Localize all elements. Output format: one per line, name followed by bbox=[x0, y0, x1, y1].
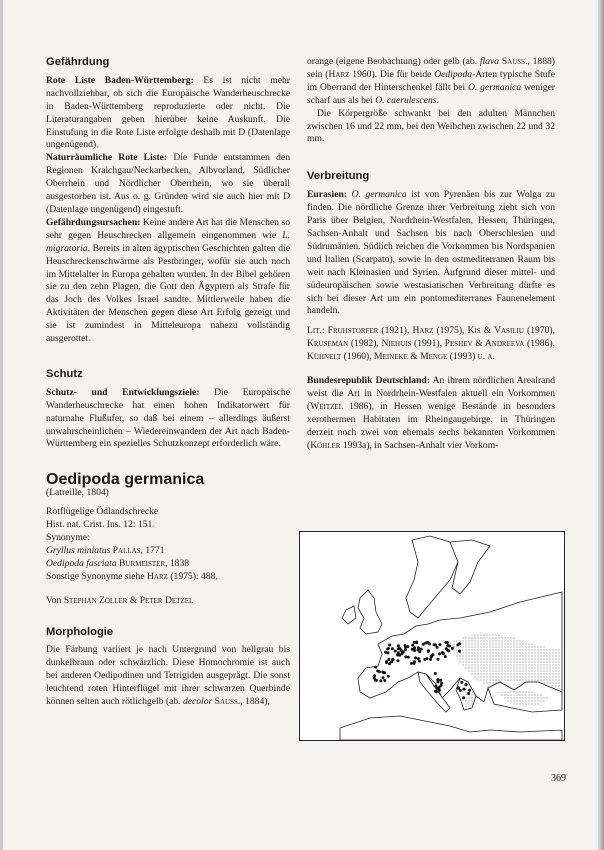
map-britain bbox=[358, 590, 382, 634]
text-naturraum: Die Funde entstammen den Regionen Kraichgau/Neckarbecken, Albvorland, Südlicher Oberrhein und Nördlicher Oberrhein, wo sie überall ausgestorben ist. Aus o. g. Gründen wird sie auch hier mit D (Datenlage ungenügend) eingestuft. bbox=[46, 152, 291, 215]
paragraph-schutz bbox=[46, 387, 290, 452]
occurrence-dot bbox=[446, 641, 449, 644]
distribution-map bbox=[299, 531, 565, 741]
synonym-3-text-2: (1975): 488. bbox=[167, 570, 218, 582]
occurrence-dot bbox=[387, 647, 390, 650]
occurrence-dot bbox=[415, 641, 418, 644]
occurrence-dot bbox=[373, 674, 376, 677]
synonym-1-name: Gryllus miniatus bbox=[46, 544, 111, 556]
occurrence-dot bbox=[438, 686, 441, 689]
occurrence-dot bbox=[460, 681, 463, 684]
text-brd-1: An ihrem nördlichen Arealrand weist die Art in Nordrhein-Westfalen aktuell ein Vorkommen ( bbox=[307, 375, 556, 412]
occurrence-dot bbox=[438, 652, 441, 655]
occurrence-dot bbox=[430, 655, 433, 658]
synonym-2-author: Burmeister, 1838 bbox=[116, 557, 190, 569]
authors-prefix: Von bbox=[46, 594, 64, 606]
text-brd-2: 1986), in Hessen wenige Bestände in besonders xerothermen Habitaten im Rheingaugebirge, in Thüringen derzeit noch zwei von ehemals sechs bekannten Vorkommen ( bbox=[307, 400, 555, 451]
author-2: Peter Detzel bbox=[139, 594, 194, 606]
paragraph-brd bbox=[307, 375, 555, 452]
occurrence-dot bbox=[468, 689, 471, 692]
occurrence-dot bbox=[412, 648, 415, 651]
occurrence-dot bbox=[375, 679, 378, 682]
occurrence-dot bbox=[426, 657, 429, 660]
paragraph-rote-liste bbox=[46, 75, 290, 152]
occurrence-dot bbox=[387, 675, 390, 678]
text-brd-3: 1993a), in Sachsen-Anhalt vier Vorkom- bbox=[340, 439, 499, 451]
author-1: Stephan Zöller bbox=[63, 594, 128, 606]
occurrence-dot bbox=[458, 642, 461, 645]
r-text-5: weniger scharf aus als bei bbox=[307, 81, 555, 106]
text-eurasien: ist von Pyrenäen bis zur Wolga zu finden. Die nördliche Grenze ihrer Verbreitung zieht sich von Paris über Belgien, Nordrhein-Westfalen, Hessen, Thüringen, Sachsen-Anhalt und Sachsen bis nach Oberschlesien und Südrumänien. Südlich reichen die Vorkommen bis Nordspanien und Italien (Scarpato), sowie in den ostmediterranen Raum bis weit nach Kleinasien und Syrien. Aufgrund dieser mittel- und südeuropäischen sowie westasiatischen Verbreitung dürfte es sich bei dieser Art um ein pontomediterranes Faunenelement handeln. bbox=[307, 189, 556, 317]
occurrence-dot bbox=[418, 650, 421, 653]
occurrence-dot bbox=[398, 647, 401, 650]
occurrence-dot bbox=[457, 687, 460, 690]
occurrence-dot bbox=[467, 692, 470, 695]
paragraph-koerpergroesse: Die Körpergröße schwankt bei den adulten Männchen zwischen 16 und 22 mm, bei den Weibchen zwischen 22 und 32 mm. bbox=[307, 107, 555, 145]
right-column bbox=[307, 56, 555, 452]
label-ursachen: Gefährdungsursachen: bbox=[46, 216, 141, 228]
italic-o-caerulescens: O. caerulescens bbox=[375, 94, 437, 106]
r-text-1: orange (eigene Beobachtung) oder gelb (ab. bbox=[307, 56, 480, 67]
r-text-2: , 1888) sein ( bbox=[307, 56, 556, 80]
synonym-2 bbox=[46, 558, 290, 571]
occurrence-dot bbox=[433, 643, 436, 646]
occurrence-dot bbox=[427, 650, 430, 653]
occurrence-dot bbox=[397, 651, 400, 654]
occurrence-dot bbox=[435, 690, 438, 693]
occurrence-dot bbox=[383, 671, 386, 674]
r-text-3: 1960). Die für beide bbox=[349, 68, 435, 80]
occurrence-dot bbox=[420, 648, 423, 651]
species-title: Oedipoda germanica bbox=[46, 471, 205, 489]
occurrence-dot bbox=[411, 644, 414, 647]
occurrence-dot bbox=[383, 679, 386, 682]
occurrence-dot bbox=[458, 650, 461, 653]
occurrence-dot bbox=[410, 662, 413, 665]
r-text-4: -Arten typische Stufe im Oberrand der Hinterschenkel fällt bei bbox=[307, 68, 555, 93]
occurrence-dot bbox=[436, 678, 439, 681]
occurrence-dot bbox=[374, 666, 377, 669]
occurrence-dot bbox=[439, 679, 442, 682]
paragraph-naturraum bbox=[46, 152, 290, 217]
occurrence-dot bbox=[384, 651, 387, 654]
map-north-africa bbox=[340, 716, 562, 740]
page-number: 369 bbox=[551, 773, 566, 784]
author-sauss-morph: Sauss. bbox=[212, 696, 241, 708]
synonym-1 bbox=[46, 545, 290, 558]
label-eurasien: Eurasien: bbox=[307, 189, 347, 201]
occurrence-dot bbox=[388, 644, 391, 647]
occurrence-dot bbox=[394, 650, 397, 653]
page-edge-shadow bbox=[598, 0, 604, 850]
occurrence-dot bbox=[402, 651, 405, 654]
occurrence-dot bbox=[406, 645, 409, 648]
italic-decolor: decolor bbox=[182, 696, 213, 708]
common-name: Rotflügelige Ödlandschrecke bbox=[46, 506, 159, 518]
label-brd: Bundesrepublik Deutschland: bbox=[307, 375, 430, 387]
synonym-2-name: Oedipoda fasciata bbox=[46, 557, 117, 569]
occurrence-dot bbox=[391, 647, 394, 650]
author-koehler: Köhler bbox=[310, 439, 341, 451]
binding-shadow bbox=[0, 0, 3, 850]
map-ireland bbox=[342, 606, 356, 624]
occurrence-dot bbox=[385, 661, 388, 664]
occurrence-dot bbox=[444, 655, 447, 658]
paragraph-literature: Lit.: Fruhstorfer (1921), Harz (1975), Kis & Vasiliu (1970), Kruseman (1982), Niehuis (1991), Peshev & Andreeva (1986), Kühnelt (1960), Meineke & Menge (1993) u. a. bbox=[307, 325, 555, 363]
occurrence-dot bbox=[437, 658, 440, 661]
text-ursachen-2: . Bereits in alten ägyptischen Geschichten galten die Heuschreckenschwärme als Pestbringer, wofür sie auch noch im Mittelalter in Europa gehalten wurden. In der Bibel gehören sie zu den zehn Plagen, die Gott den Ägyptern als Strafe für das Joch des Volkes Israel sandte. Mittlerweile haben die Aktivitäten der Menschen gegen diese Art Erfolg gezeigt und sie ist zumindest in Mitteleuropa nahezu vollständig ausgerottet. bbox=[46, 242, 290, 345]
occurrence-dot bbox=[440, 682, 443, 685]
occurrence-dot bbox=[382, 676, 385, 679]
occurrence-dot bbox=[435, 685, 438, 688]
paragraph-ursachen bbox=[46, 217, 290, 346]
occurrence-dot bbox=[376, 669, 379, 672]
occurrence-dot bbox=[447, 649, 450, 652]
europe-map-svg bbox=[300, 532, 564, 740]
heading-verbreitung: Verbreitung bbox=[307, 170, 370, 183]
left-column bbox=[46, 56, 290, 709]
synonyme-label: Synonyme: bbox=[46, 532, 90, 543]
author-harz: Harz bbox=[328, 68, 350, 80]
occurrence-dot bbox=[404, 648, 407, 651]
heading-gefaehrdung: Gefährdung bbox=[46, 56, 110, 68]
text-rote-liste: Es ist nicht mehr nachvollziehbar, ob sich die Europäische Wanderheuschrecke in Baden-Württemberg reproduzierte oder nicht. Die Literaturangaben geben hierüber keine Auskunft. Die Einstufung in die Rote Liste erfolgte deshalb mit D (Datenlage ungenügend). bbox=[46, 74, 290, 151]
text-ursachen-1: Keine andere Art hat die Menschen so sehr gegen Heuschrecken allgemein eingenommen wie bbox=[46, 216, 290, 241]
italic-o-germanica: O. germanica bbox=[468, 81, 522, 93]
occurrence-dot bbox=[429, 658, 432, 661]
synonym-1-author: Pallas, 1771 bbox=[110, 544, 165, 556]
occurrence-dot bbox=[439, 643, 442, 646]
text-schutz: Die Europäische Wanderheuschrecke hat einen hohen Indikatorwert für naturnahe Flußufer, so daß bei einem – allerdings äußerst unwahrscheinlichen – Wiedereinwandern der Art nach Baden-Württemberg ein spezielles Schutzkonzept erforderlich wäre. bbox=[46, 386, 290, 450]
authors-and: & bbox=[127, 594, 140, 606]
occurrence-dot bbox=[414, 656, 417, 659]
label-naturraum: Naturräumliche Rote Liste: bbox=[46, 152, 168, 164]
occurrence-dot bbox=[417, 657, 420, 660]
occurrence-dot bbox=[434, 672, 437, 675]
map-scandinavia bbox=[406, 536, 458, 618]
synonym-3-text-1: Sonstige Synonyme siehe bbox=[46, 570, 147, 582]
occurrence-dot bbox=[465, 683, 468, 686]
occurrence-dot bbox=[379, 679, 382, 682]
italic-eurasien: O. germanica bbox=[346, 189, 407, 201]
italic-flava: flava bbox=[479, 56, 500, 67]
occurrence-dot bbox=[463, 688, 466, 691]
text-morph-1: Die Färbung variiert je nach Untergrund von hellgrau bis dunkelbraun oder schwärzlich. Diese Homochromie ist auch bei anderen Oedipodinen und Tetrigiden ausgeprägt. Die sonst leuchtend roten Hinterflügel mit ihrer schwarzen Querbinde können selten auch rötlichgelb (ab. bbox=[46, 644, 290, 708]
occurrence-dot bbox=[428, 642, 431, 645]
occurrence-dot bbox=[417, 646, 420, 649]
author-sauss: Sauss. bbox=[499, 56, 528, 67]
species-author: (Latreille, 1804) bbox=[46, 487, 109, 499]
occurrence-dot bbox=[422, 643, 425, 646]
author-weitzel: Weitzel bbox=[310, 400, 343, 412]
paragraph-eurasien bbox=[307, 189, 555, 318]
occurrence-dot bbox=[387, 658, 390, 661]
r-text-6: . bbox=[436, 94, 439, 106]
italic-oedipoda: Oedipoda bbox=[434, 68, 473, 80]
label-schutz: Schutz- und Entwicklungsziele: bbox=[46, 386, 200, 398]
authors-line bbox=[46, 595, 290, 608]
occurrence-dot bbox=[391, 658, 394, 661]
synonym-3-author: Harz bbox=[147, 570, 168, 582]
reference: Hist. nat. Crist. Ins. 12: 151. bbox=[46, 519, 155, 531]
occurrence-dot bbox=[462, 696, 465, 699]
occurrence-dot bbox=[451, 647, 454, 650]
label-rote-liste: Rote Liste Baden-Württemberg: bbox=[46, 74, 194, 86]
text-morph-2: , 1884), bbox=[240, 696, 270, 708]
paragraph-right-1 bbox=[307, 56, 555, 108]
occurrence-dot bbox=[397, 644, 400, 647]
heading-schutz: Schutz bbox=[46, 367, 83, 380]
italic-l-migratoria: L. migratoria bbox=[46, 229, 290, 254]
heading-morphologie: Morphologie bbox=[46, 625, 114, 638]
occurrence-dot bbox=[442, 652, 445, 655]
occurrence-dot bbox=[413, 660, 416, 663]
synonym-3 bbox=[46, 571, 290, 584]
occurrence-dot bbox=[397, 659, 400, 662]
occurrence-dot bbox=[404, 655, 407, 658]
paragraph-morphologie bbox=[46, 644, 290, 709]
occurrence-dot bbox=[446, 644, 449, 647]
